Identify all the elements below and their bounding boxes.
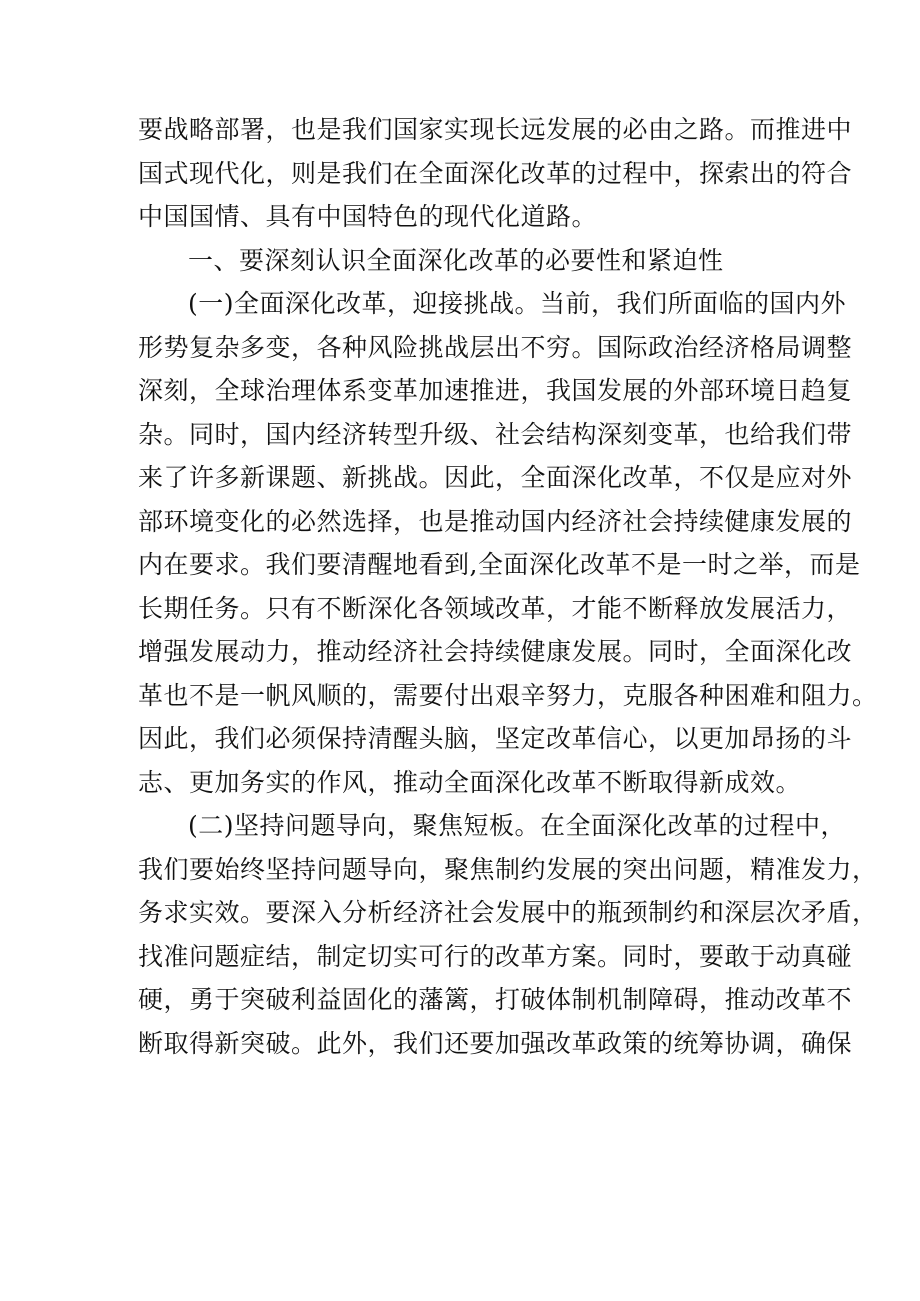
- text-line: 杂。同时，国内经济转型升级、社会结构深刻变革，也给我们带: [138, 419, 853, 449]
- text-line: 国式现代化，则是我们在全面深化改革的过程中，探索出的符合: [138, 158, 853, 188]
- paragraph-start-line: (一)全面深化改革，迎接挑战。当前，我们所面临的国内外: [188, 289, 847, 318]
- text-line: 革也不是一帆风顺的，需要付出艰辛努力，克服各种困难和阻力。: [138, 680, 878, 710]
- text-line: 增强发展动力，推动经济社会持续健康发展。同时，全面深化改: [138, 637, 853, 666]
- text-line: 务求实效。要深入分析经济社会发展中的瓶颈制约和深层次矛盾，: [138, 898, 878, 927]
- text-line: 因此，我们必须保持清醒头脑，坚定改革信心，以更加昂扬的斗: [138, 724, 853, 753]
- text-line: 志、更加务实的作风，推动全面深化改革不断取得新成效。: [138, 767, 802, 797]
- text-line: 来了许多新课题、新挑战。因此，全面深化改革，不仅是应对外: [138, 463, 853, 492]
- text-line: 要战略部署，也是我们国家实现长远发展的必由之路。而推进中: [138, 115, 853, 144]
- text-line: 长期任务。只有不断深化各领域改革，才能不断释放发展活力，: [138, 593, 853, 623]
- text-line: 形势复杂多变，各种风险挑战层出不穷。国际政治经济格局调整: [138, 332, 853, 362]
- text-line: 中国国情、具有中国特色的现代化道路。: [138, 202, 598, 231]
- section-heading: 一、要深刻认识全面深化改革的必要性和紧迫性: [188, 245, 724, 275]
- document-body: [138, 108, 878, 1065]
- text-line: 硬，勇于突破利益固化的藩篱，打破体制机制障碍，推动改革不: [138, 985, 853, 1014]
- text-line: 找准问题症结，制定切实可行的改革方案。同时，要敢于动真碰: [138, 941, 853, 971]
- text-line: 部环境变化的必然选择，也是推动国内经济社会持续健康发展的: [138, 506, 853, 536]
- text-line: 断取得新突破。此外，我们还要加强改革政策的统筹协调，确保: [138, 1028, 853, 1058]
- text-line: 内在要求。我们要清醒地看到,全面深化改革不是一时之举，而是: [138, 550, 861, 579]
- text-line: 深刻，全球治理体系变革加速推进，我国发展的外部环境日趋复: [138, 376, 853, 405]
- text-line: 我们要始终坚持问题导向，聚焦制约发展的突出问题，精准发力，: [138, 854, 878, 884]
- paragraph-start-line: (二)坚持问题导向，聚焦短板。在全面深化改革的过程中，: [188, 811, 847, 840]
